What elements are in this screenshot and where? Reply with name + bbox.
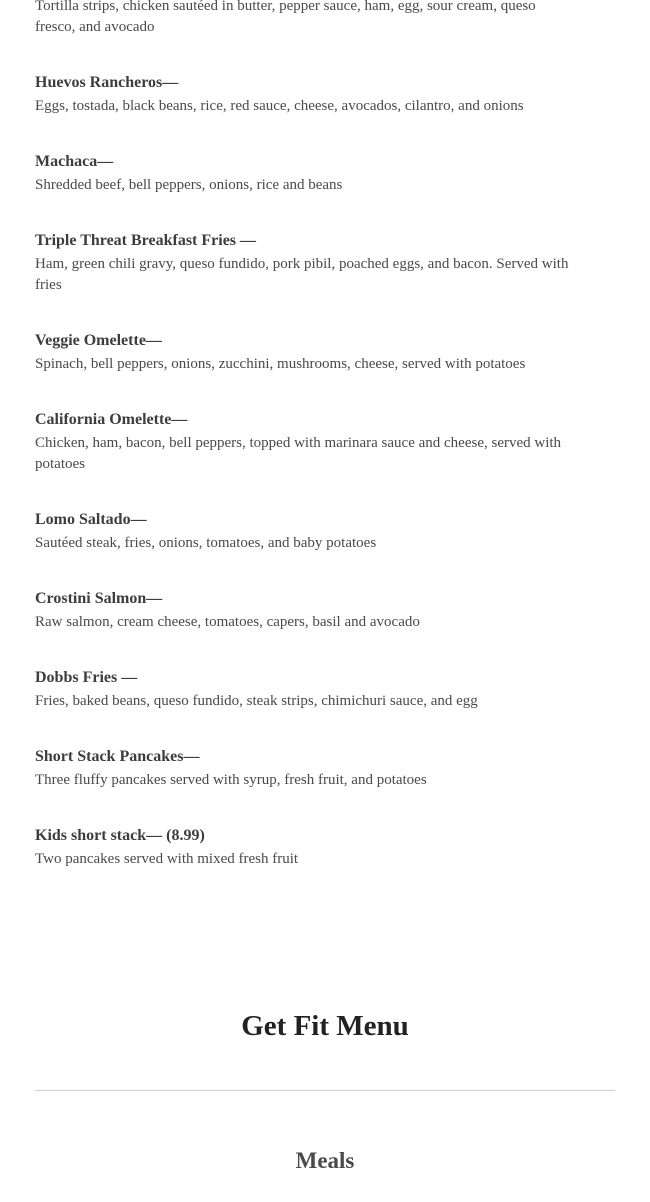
subsection-title: Meals — [295, 1148, 355, 1173]
menu-item-description: Two pancakes served with mixed fresh fruit — [35, 851, 299, 867]
menu-item — [35, 509, 575, 554]
menu-item-name: Short Stack Pancakes— — [35, 748, 200, 765]
section-divider — [35, 1090, 615, 1091]
menu-item-description: Three fluffy pancakes served with syrup, fresh fruit, and potatoes — [35, 772, 427, 788]
menu-item — [35, 667, 575, 712]
menu-item — [35, 230, 575, 296]
menu-item-name: Machaca— — [35, 153, 114, 170]
menu-item — [35, 746, 575, 791]
menu-item-name: Triple Threat Breakfast Fries — — [35, 232, 257, 249]
menu-item-description: Chicken, ham, bacon, bell peppers, topped with marinara sauce and cheese, served with potatoes — [35, 435, 562, 472]
menu-item-name: Veggie Omelette— — [35, 332, 162, 349]
menu-item-description: Tortilla strips, chicken sautéed in butter, pepper sauce, ham, egg, sour cream, queso fresco, and avocado — [35, 0, 536, 35]
menu-item — [35, 72, 575, 117]
menu-item — [35, 825, 575, 870]
menu-item-description: Ham, green chili gravy, queso fundido, pork pibil, poached eggs, and bacon. Served with fries — [35, 256, 569, 293]
menu-list — [35, 0, 575, 904]
section-title: Get Fit Menu — [241, 1010, 409, 1042]
menu-item-description: Sautéed steak, fries, onions, tomatoes, and baby potatoes — [35, 535, 377, 551]
menu-item-description: Raw salmon, cream cheese, tomatoes, capers, basil and avocado — [35, 614, 420, 630]
menu-item — [35, 588, 575, 633]
menu-item — [35, 409, 575, 475]
menu-item-description: Shredded beef, bell peppers, onions, rice and beans — [35, 177, 343, 193]
menu-item — [35, 151, 575, 196]
menu-item-name: Lomo Saltado— — [35, 511, 147, 528]
menu-item-name: Kids short stack— (8.99) — [35, 827, 205, 844]
menu-item-name: Dobbs Fries — — [35, 669, 138, 686]
menu-item-name: California Omelette— — [35, 411, 188, 428]
menu-item-description: Fries, baked beans, queso fundido, steak strips, chimichuri sauce, and egg — [35, 693, 478, 709]
menu-item — [35, 330, 575, 375]
menu-item — [35, 0, 575, 38]
menu-item-description: Eggs, tostada, black beans, rice, red sauce, cheese, avocados, cilantro, and onions — [35, 98, 524, 114]
menu-item-name: Huevos Rancheros— — [35, 74, 179, 91]
menu-item-description: Spinach, bell peppers, onions, zucchini, mushrooms, cheese, served with potatoes — [35, 356, 526, 372]
menu-item-name: Crostini Salmon— — [35, 590, 163, 607]
